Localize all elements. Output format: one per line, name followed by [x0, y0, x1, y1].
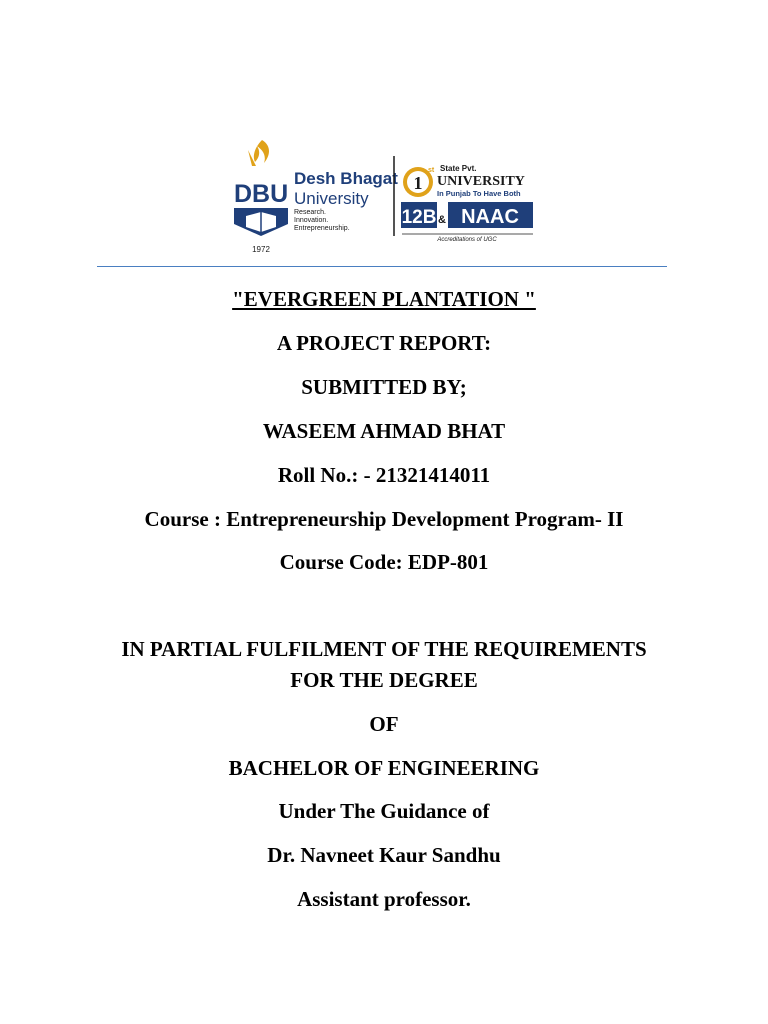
degree-name: BACHELOR OF ENGINEERING: [228, 756, 540, 780]
logo-name-line2: University: [294, 189, 369, 208]
fulfilment-line1: IN PARTIAL FULFILMENT OF THE REQUIREMENTS: [121, 637, 647, 661]
torch-flame-icon: [254, 140, 269, 163]
logo-name-line1: Desh Bhagat: [294, 169, 398, 188]
badge-amp: &: [438, 214, 446, 226]
header-divider: [97, 266, 667, 267]
submitted-by-label: SUBMITTED BY;: [301, 375, 467, 399]
roll-number: Roll No.: - 21321414011: [277, 463, 491, 487]
logo-initials: DBU: [234, 180, 289, 208]
logo-tagline2: Innovation.: [294, 217, 329, 224]
degree-of-label: OF: [369, 712, 399, 736]
guide-name: Dr. Navneet Kaur Sandhu: [267, 843, 501, 867]
university-logo: [228, 132, 538, 257]
badge-rank-suffix: st: [428, 167, 435, 174]
logo-tagline3: Entrepreneurship.: [294, 225, 350, 232]
student-name: WASEEM AHMAD BHAT: [262, 419, 506, 443]
report-subtitle: A PROJECT REPORT:: [276, 331, 492, 355]
guide-designation: Assistant professor.: [297, 887, 471, 911]
course-code: Course Code: EDP-801: [279, 550, 489, 574]
logo-year: 1972: [252, 245, 270, 254]
fulfilment-line2: FOR THE DEGREE: [290, 668, 478, 692]
badge-ugc: Accreditations of UGC: [437, 237, 497, 243]
dbu-logo-graphic: [228, 132, 538, 257]
badge-rank: 1: [413, 173, 423, 193]
report-title: "EVERGREEN PLANTATION ": [232, 287, 536, 311]
badge-punjab: In Punjab To Have Both: [437, 189, 521, 198]
badge-12b: 12B: [401, 207, 437, 228]
logo-tagline1: Research.: [294, 209, 326, 216]
course-name: Course : Entrepreneurship Development Program- II: [144, 507, 624, 531]
badge-naac: NAAC: [461, 206, 519, 228]
badge-university: UNIVERSITY: [437, 174, 525, 189]
badge-state: State Pvt.: [440, 164, 477, 173]
guidance-label: Under The Guidance of: [278, 799, 490, 823]
